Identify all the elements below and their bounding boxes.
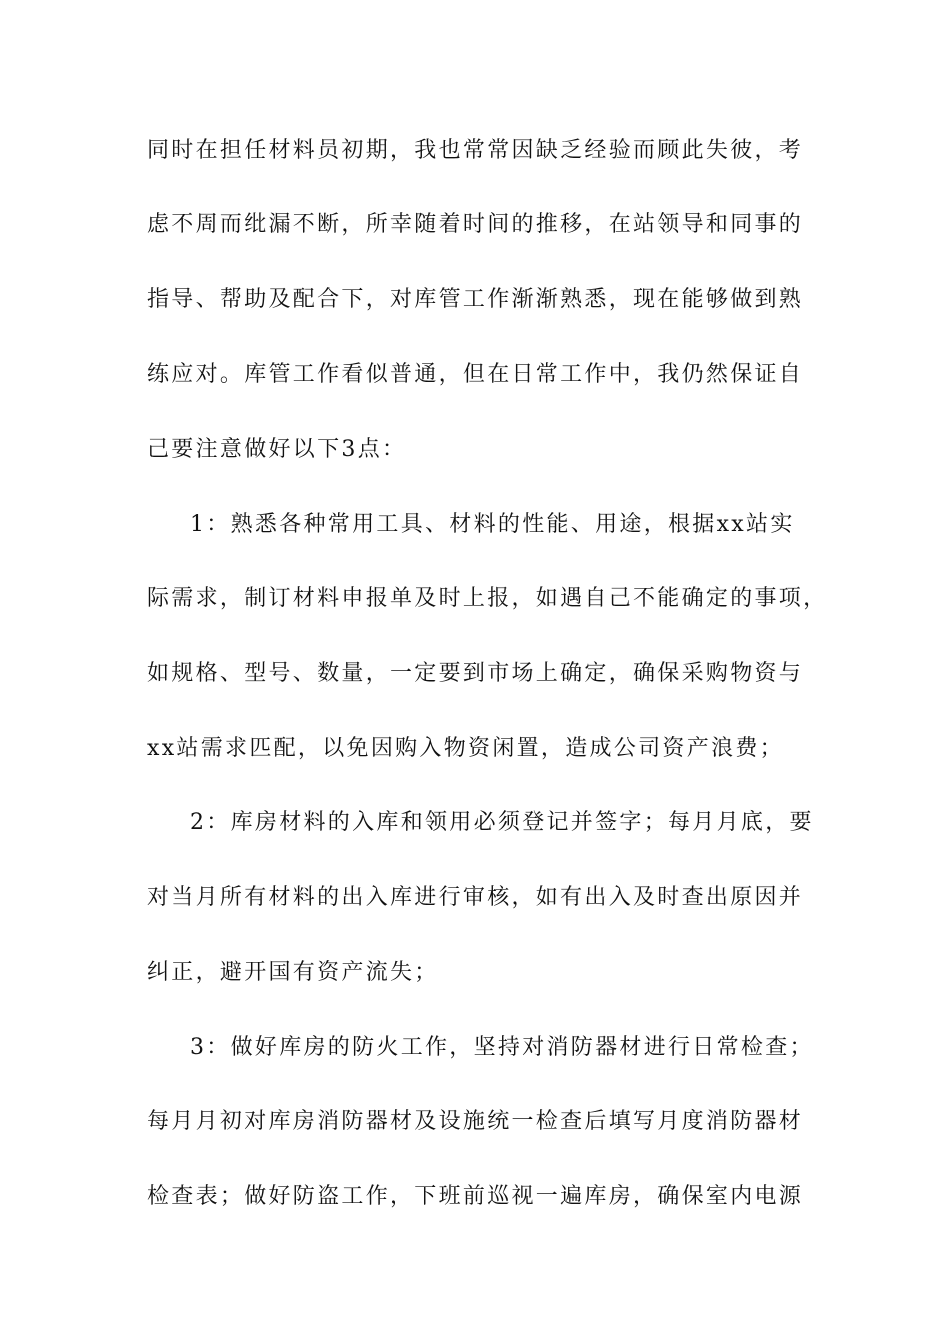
text-line: 纠正，避开国有资产流失；	[147, 960, 439, 985]
list-item-2: 2：库房材料的入库和领用必须登记并签字；每月月底，要	[190, 810, 814, 835]
text-line: 每月月初对库房消防器材及设施统一检查后填写月度消防器材	[147, 1109, 804, 1134]
text-line: 虑不周而纰漏不断，所幸随着时间的推移，在站领导和同事的	[147, 212, 804, 237]
list-item-3: 3：做好库房的防火工作，坚持对消防器材进行日常检查；	[190, 1035, 814, 1060]
text-line: 己要注意做好以下3点：	[147, 437, 407, 462]
text-line: 练应对。库管工作看似普通，但在日常工作中，我仍然保证自	[147, 362, 804, 387]
text-line: 对当月所有材料的出入库进行审核，如有出入及时查出原因并	[147, 885, 804, 910]
text-line: 际需求，制订材料申报单及时上报，如遇自己不能确定的事项，	[147, 586, 828, 611]
list-item-1: 1：熟悉各种常用工具、材料的性能、用途，根据xx站实	[190, 512, 795, 537]
text-line: 同时在担任材料员初期，我也常常因缺乏经验而顾此失彼，考	[147, 138, 804, 163]
text-line: 如规格、型号、数量，一定要到市场上确定，确保采购物资与	[147, 661, 804, 686]
text-line: 检查表；做好防盗工作，下班前巡视一遍库房，确保室内电源	[147, 1184, 804, 1209]
text-line: 指导、帮助及配合下，对库管工作渐渐熟悉，现在能够做到熟	[147, 287, 804, 312]
text-line: xx站需求匹配，以免因购入物资闲置，造成公司资产浪费；	[147, 736, 784, 761]
